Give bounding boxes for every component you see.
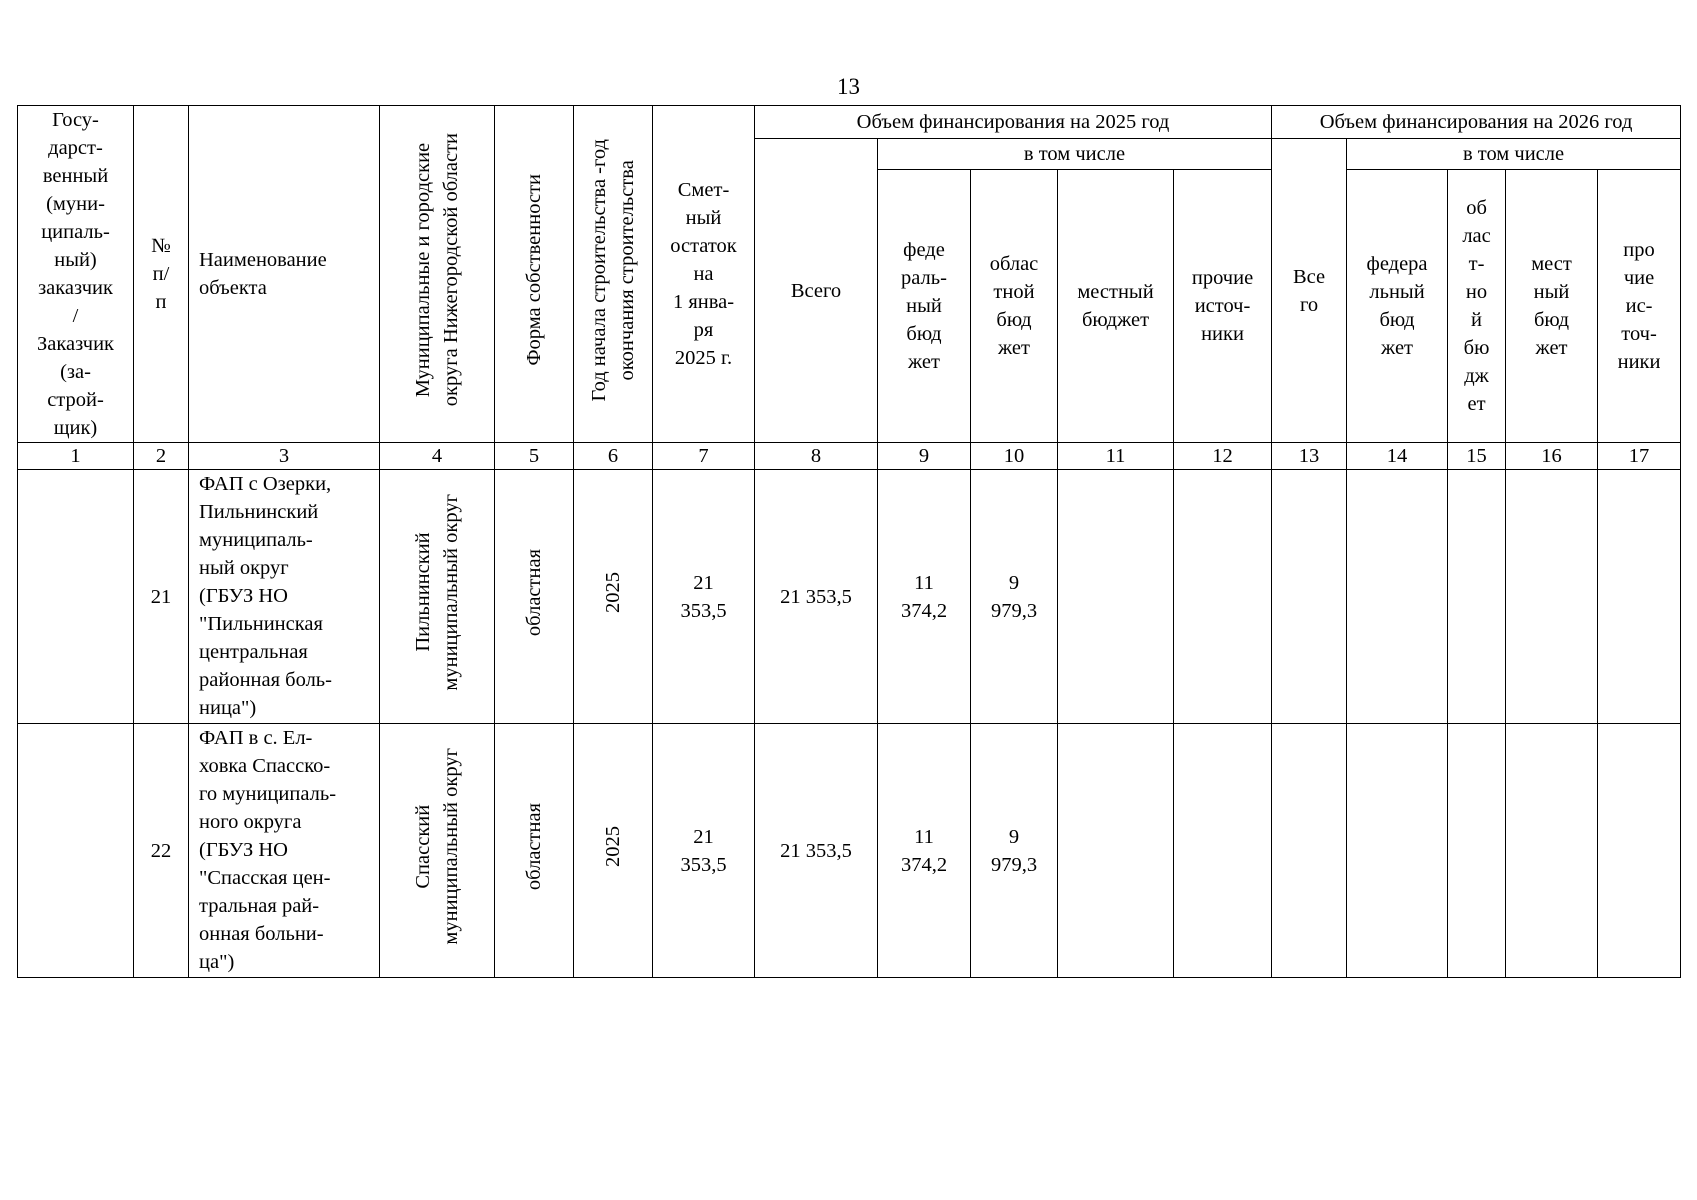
header-local-2026: мест ный бюд жет <box>1506 170 1598 443</box>
cell-federal-2026 <box>1347 470 1448 724</box>
table-row <box>18 470 1681 724</box>
column-number: 15 <box>1448 443 1506 470</box>
cell-ownership <box>495 724 574 978</box>
cell-other-2026 <box>1598 724 1681 978</box>
header-total-2025: Всего <box>755 139 878 443</box>
cell-local-2025 <box>1058 724 1174 978</box>
header-funding-2026: Объем финансирования на 2026 год <box>1272 106 1681 139</box>
cell-customer <box>18 470 134 724</box>
column-number: 9 <box>878 443 971 470</box>
cell-regional-2026 <box>1448 724 1506 978</box>
header-district <box>380 106 495 443</box>
header-regional-2026: об лас т- но й бю дж ет <box>1448 170 1506 443</box>
column-number: 10 <box>971 443 1058 470</box>
column-number: 13 <box>1272 443 1347 470</box>
header-row-1 <box>18 106 1681 139</box>
column-number: 4 <box>380 443 495 470</box>
header-local-2025: местный бюджет <box>1058 170 1174 443</box>
header-customer: Госу- дарст- венный (муни- ципаль- ный) заказчик / Заказчик (за- строй- щик) <box>18 106 134 443</box>
cell-num: 22 <box>134 724 189 978</box>
column-number: 16 <box>1506 443 1598 470</box>
cell-local-2026 <box>1506 470 1598 724</box>
header-federal-2026: федера льный бюд жет <box>1347 170 1448 443</box>
cell-num: 21 <box>134 470 189 724</box>
cell-total-2026 <box>1272 470 1347 724</box>
header-federal-2025: феде раль- ный бюд жет <box>878 170 971 443</box>
cell-ownership <box>495 470 574 724</box>
construction-funding-table <box>17 105 1681 978</box>
column-number: 6 <box>574 443 653 470</box>
header-estimate: Смет- ный остаток на 1 янва- ря 2025 г. <box>653 106 755 443</box>
page-number: 13 <box>837 74 860 99</box>
cell-federal-2026 <box>1347 724 1448 978</box>
cell-years <box>574 724 653 978</box>
column-numbers-row <box>18 443 1681 470</box>
cell-total-2026 <box>1272 724 1347 978</box>
header-years <box>574 106 653 443</box>
cell-object-name: ФАП с Озерки, Пильнинский муниципаль- ный округ (ГБУЗ НО "Пильнинская центральная районная боль- ница") <box>189 470 380 724</box>
cell-years-text: 2025 <box>602 826 624 867</box>
column-number: 12 <box>1174 443 1272 470</box>
column-number: 5 <box>495 443 574 470</box>
header-including-2026: в том числе <box>1347 139 1681 170</box>
cell-local-2026 <box>1506 724 1598 978</box>
cell-federal-2025: 11 374,2 <box>878 724 971 978</box>
cell-ownership-text: областная <box>523 802 545 891</box>
header-other-2026: про чие ис- точ- ники <box>1598 170 1681 443</box>
cell-total-2025: 21 353,5 <box>755 470 878 724</box>
cell-other-2025 <box>1174 724 1272 978</box>
column-number: 2 <box>134 443 189 470</box>
header-district-text: Муниципальные и городские округа Нижегородской области <box>412 133 462 407</box>
header-including-2025: в том числе <box>878 139 1272 170</box>
cell-other-2025 <box>1174 470 1272 724</box>
cell-regional-2026 <box>1448 470 1506 724</box>
header-years-text: Год начала строительства -год окончания строительства <box>588 138 638 402</box>
header-regional-2025: облас тной бюд жет <box>971 170 1058 443</box>
header-ownership-text: Форма собственности <box>523 174 545 366</box>
column-number: 17 <box>1598 443 1681 470</box>
cell-total-2025: 21 353,5 <box>755 724 878 978</box>
cell-other-2026 <box>1598 470 1681 724</box>
cell-regional-2025: 9 979,3 <box>971 470 1058 724</box>
header-num: № п/ п <box>134 106 189 443</box>
cell-local-2025 <box>1058 470 1174 724</box>
cell-district-text: Спасский муниципальный округ <box>412 748 462 945</box>
cell-district <box>380 724 495 978</box>
cell-district-text: Пильнинский муниципальный округ <box>412 494 462 691</box>
column-number: 3 <box>189 443 380 470</box>
header-funding-2025: Объем финансирования на 2025 год <box>755 106 1272 139</box>
header-object-name: Наименование объекта <box>189 106 380 443</box>
cell-district <box>380 470 495 724</box>
column-number: 7 <box>653 443 755 470</box>
cell-years-text: 2025 <box>602 572 624 613</box>
cell-years <box>574 470 653 724</box>
cell-ownership-text: областная <box>523 548 545 637</box>
table-row <box>18 724 1681 978</box>
column-number: 8 <box>755 443 878 470</box>
cell-object-name: ФАП в с. Ел- ховка Спасско- го муниципаль- ного округа (ГБУЗ НО "Спасская цен- тральная рай- онная больни- ца") <box>189 724 380 978</box>
header-ownership <box>495 106 574 443</box>
column-number: 1 <box>18 443 134 470</box>
header-other-2025: прочие источ- ники <box>1174 170 1272 443</box>
column-number: 14 <box>1347 443 1448 470</box>
cell-estimate: 21 353,5 <box>653 470 755 724</box>
column-number: 11 <box>1058 443 1174 470</box>
cell-federal-2025: 11 374,2 <box>878 470 971 724</box>
cell-regional-2025: 9 979,3 <box>971 724 1058 978</box>
header-total-2026: Все го <box>1272 139 1347 443</box>
cell-estimate: 21 353,5 <box>653 724 755 978</box>
cell-customer <box>18 724 134 978</box>
